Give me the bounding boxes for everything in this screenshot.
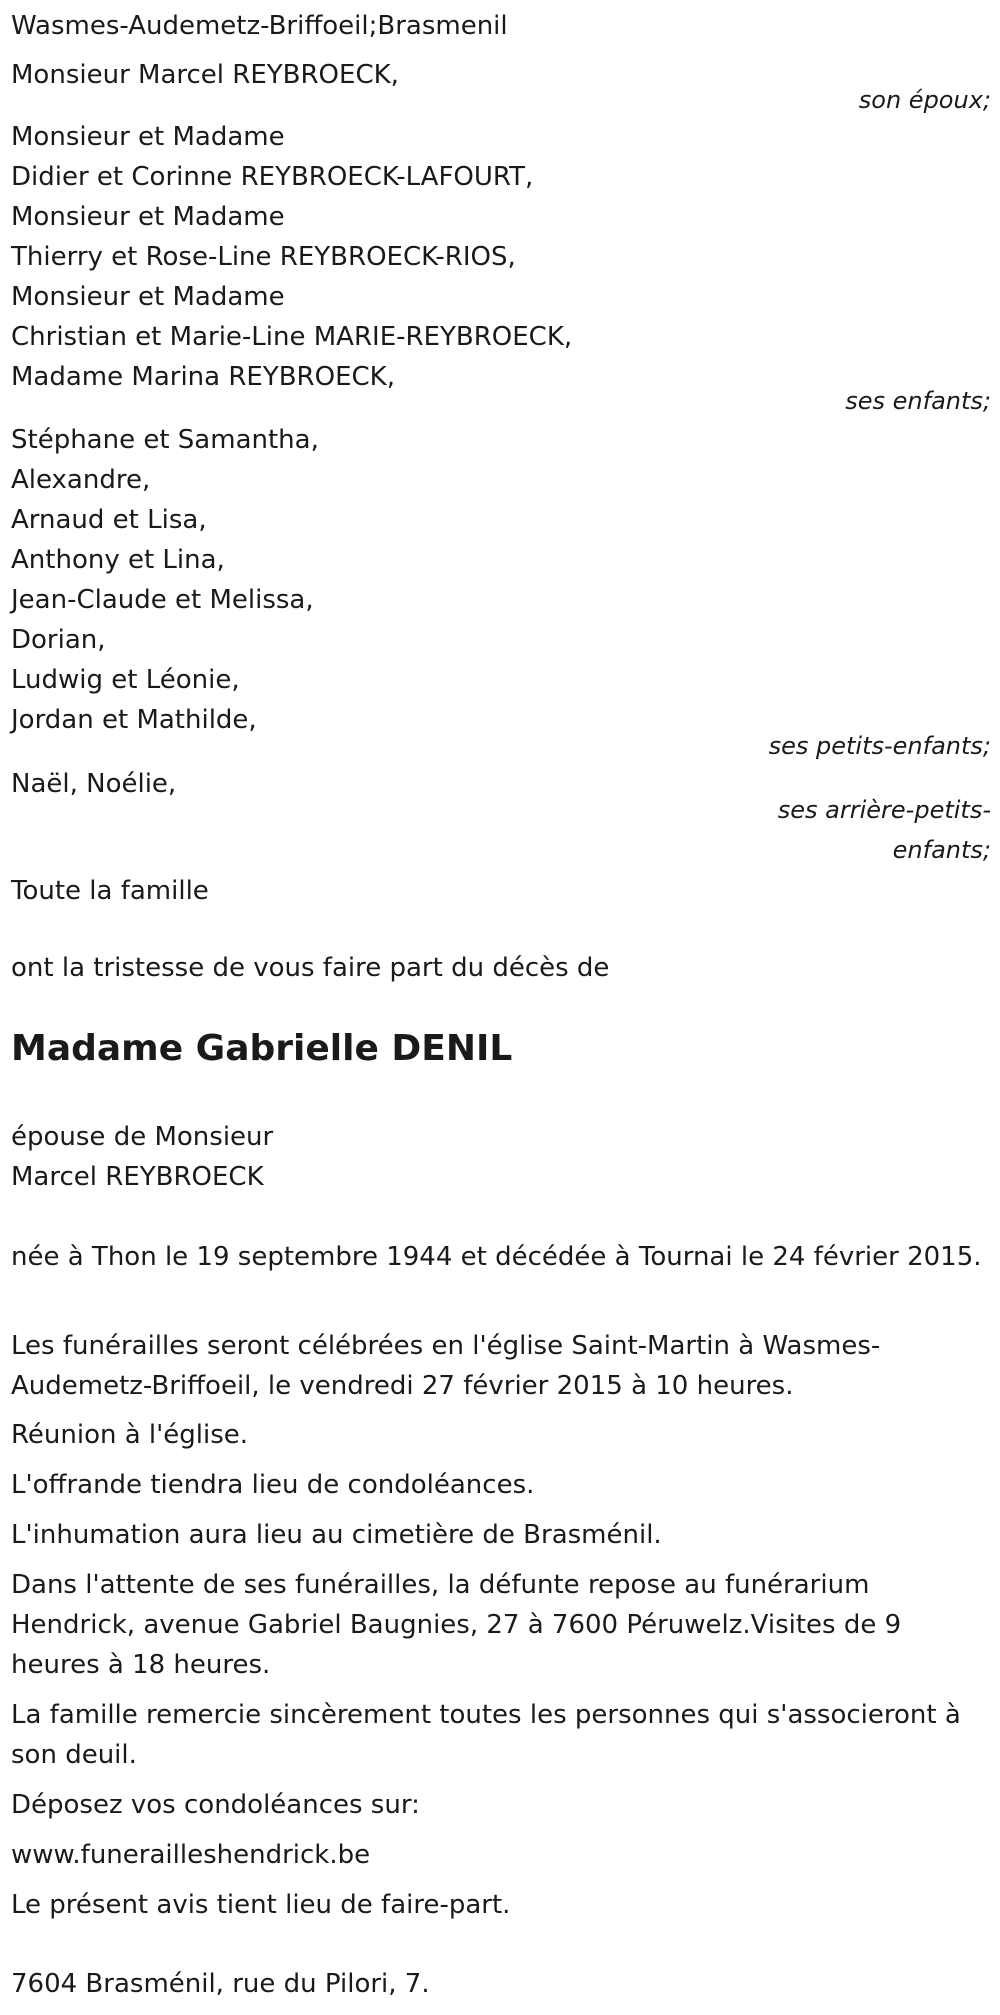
list-item: Madame Marina REYBROECK, (11, 362, 395, 392)
deceased-name: Madame Gabrielle DENIL (11, 1028, 513, 1069)
birth-death-paragraph: née à Thon le 19 septembre 1944 et décédée à Tournai le 24 février 2015. (11, 1242, 982, 1272)
funeral-paragraph: Les funérailles seront célébrées en l'église Saint-Martin à Wasmes-Audemetz-Briffoeil, le vendredi 27 février 2015 à 10 heures. (11, 1331, 881, 1401)
announcement-text: ont la tristesse de vous faire part du décès de (11, 953, 610, 983)
meeting-paragraph: Réunion à l'église. (11, 1420, 249, 1450)
spouse-name: Monsieur Marcel REYBROECK, (11, 60, 399, 90)
list-item: Jordan et Mathilde, (11, 705, 257, 735)
grandchildren-role: ses petits-enfants; (768, 732, 991, 760)
list-item: Jean-Claude et Melissa, (11, 585, 314, 615)
list-item: Alexandre, (11, 465, 151, 495)
children-list (11, 117, 572, 397)
list-item: Arnaud et Lisa, (11, 505, 207, 535)
list-item: Dorian, (11, 625, 106, 655)
spouse-role: son époux; (858, 86, 991, 114)
header-location: Wasmes-Audemetz-Briffoeil;Brasmenil (11, 11, 508, 41)
deceased-spouse-line2: Marcel REYBROECK (11, 1162, 264, 1192)
offering-paragraph: L'offrande tiendra lieu de condoléances. (11, 1470, 535, 1500)
family-line: Toute la famille (11, 876, 209, 906)
list-item: Monsieur et Madame (11, 282, 285, 312)
notice-statement: Le présent avis tient lieu de faire-part. (11, 1890, 511, 1920)
condolences-prompt: Déposez vos condoléances sur: (11, 1790, 420, 1820)
list-item: Stéphane et Samantha, (11, 425, 319, 455)
list-item: Christian et Marie-Line MARIE-REYBROECK, (11, 322, 573, 352)
list-item: Anthony et Lina, (11, 545, 225, 575)
list-item: Thierry et Rose-Line REYBROECK-RIOS, (11, 242, 516, 272)
list-item: Ludwig et Léonie, (11, 665, 240, 695)
condolences-website: www.funerailleshendrick.be (11, 1840, 371, 1870)
list-item: Monsieur et Madame (11, 202, 285, 232)
great-grandchildren-role-line2: enfants; (892, 836, 991, 864)
burial-paragraph: L'inhumation aura lieu au cimetière de Brasménil. (11, 1520, 662, 1550)
list-item: Didier et Corinne REYBROECK-LAFOURT, (11, 162, 534, 192)
list-item: Monsieur et Madame (11, 122, 285, 152)
deceased-spouse-line1: épouse de Monsieur (11, 1122, 274, 1152)
thanks-paragraph: La famille remercie sincèrement toutes les personnes qui s'associeront à son deuil. (11, 1700, 961, 1770)
visitation-paragraph: Dans l'attente de ses funérailles, la défunte repose au funérarium Hendrick, avenue Gabriel Baugnies, 27 à 7600 Péruwelz.Visites de 9 heures à 18 heures. (11, 1570, 902, 1680)
great-grandchildren-role-line1: ses arrière-petits- (777, 796, 991, 824)
address-line: 7604 Brasménil, rue du Pilori, 7. (11, 1969, 430, 1999)
children-role: ses enfants; (845, 387, 991, 415)
grandchildren-list (11, 420, 319, 740)
great-grandchildren-list: Naël, Noélie, (11, 769, 177, 799)
